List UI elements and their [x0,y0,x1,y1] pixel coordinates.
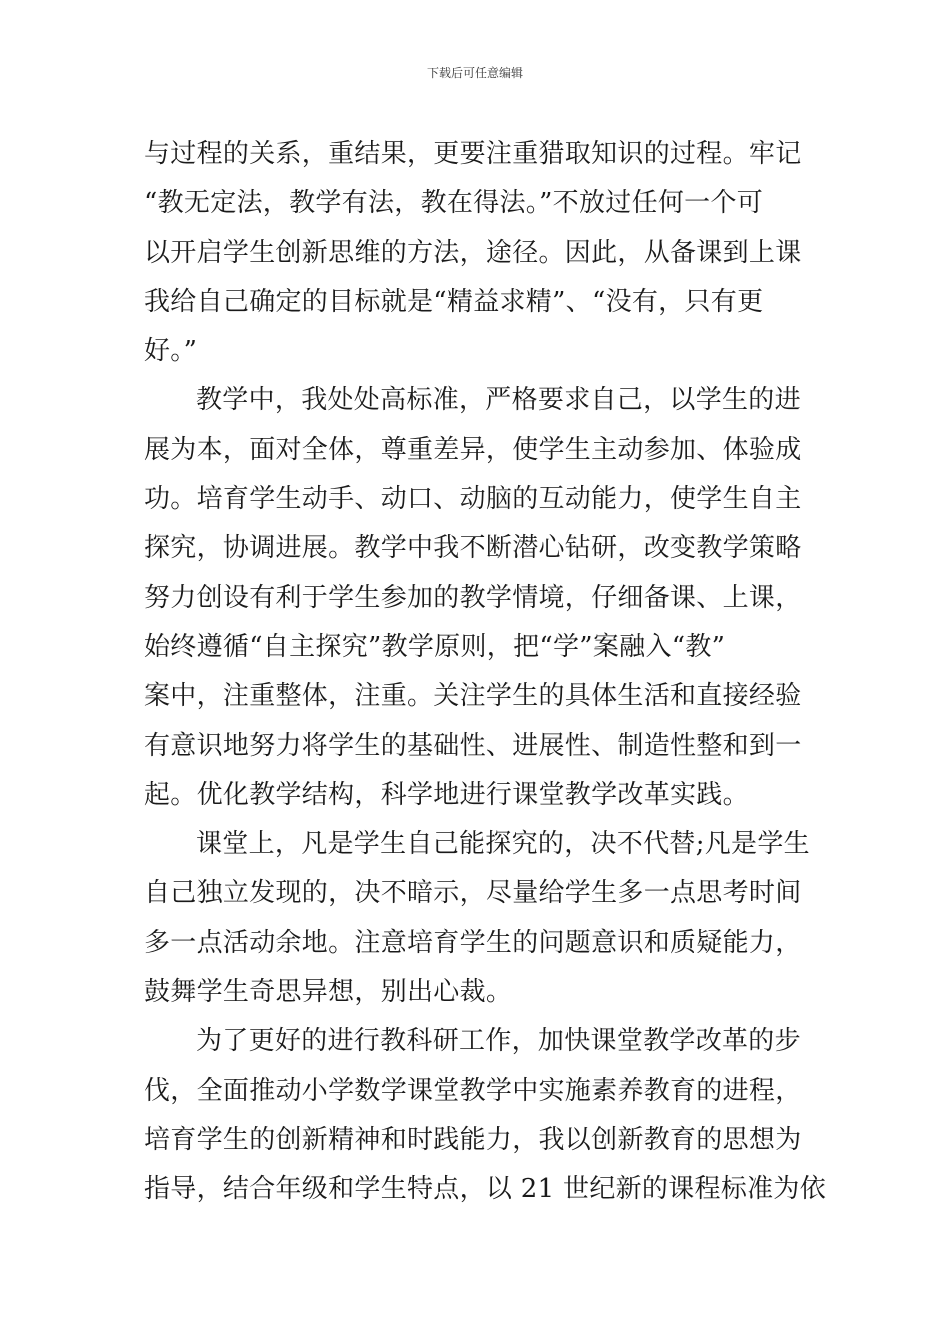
text-line: 为了更好的进行教科研工作，加快课堂教学改革的步 [196,1026,801,1057]
document-body [144,130,827,1215]
text-line: 有意识地努力将学生的基础性、进展性、制造性整和到一 [144,730,802,761]
text-line: 探究，协调进展。教学中我不断潜心钻研，改变教学策略 [144,533,802,564]
text-line: 好。” [144,336,198,367]
text-line: 鼓舞学生奇思异想，别出心裁。 [144,977,513,1008]
text-line: 培育学生的创新精神和时践能力，我以创新教育的思想为 [144,1124,802,1155]
text-line: 多一点活动余地。注意培育学生的问题意识和质疑能力， [144,927,802,958]
page-header: 下载后可任意编辑 [426,66,523,80]
text-line: 伐，全面推动小学数学课堂教学中实施素养教育的进程， [144,1075,802,1106]
text-line: 以开启学生创新思维的方法，途径。因此，从备课到上课 [144,237,802,268]
text-line: 功。培育学生动手、动口、动脑的互动能力，使学生自主 [144,484,802,515]
text-line: 与过程的关系，重结果，更要注重猎取知识的过程。牢记 [144,139,802,169]
text-line: 自己独立发现的，决不暗示，尽量给学生多一点思考时间 [144,878,802,909]
text-line: 指导，结合年级和学生特点，以 21 世纪新的课程标准为依 [144,1174,827,1205]
text-line: 起。优化教学结构，科学地进行课堂教学改革实践。 [144,779,749,810]
text-line: 教学中，我处处高标准，严格要求自己，以学生的进 [196,385,801,416]
text-line: 课堂上，凡是学生自己能探究的，决不代替;凡是学生 [196,829,810,860]
text-line: 我给自己确定的目标就是“精益求精”、“没有，只有更 [144,286,764,317]
text-line: “教无定法，教学有法，教在得法。”不放过任何一个可 [144,188,764,219]
text-line: 展为本，面对全体，尊重差异，使学生主动参加、体验成 [144,434,802,465]
text-line: 努力创设有利于学生参加的教学情境，仔细备课、上课， [144,582,802,613]
text-line: 始终遵循“自主探究”教学原则，把“学”案融入“教” [144,631,726,662]
text-line: 案中，注重整体，注重。关注学生的具体生活和直接经验 [144,681,802,712]
